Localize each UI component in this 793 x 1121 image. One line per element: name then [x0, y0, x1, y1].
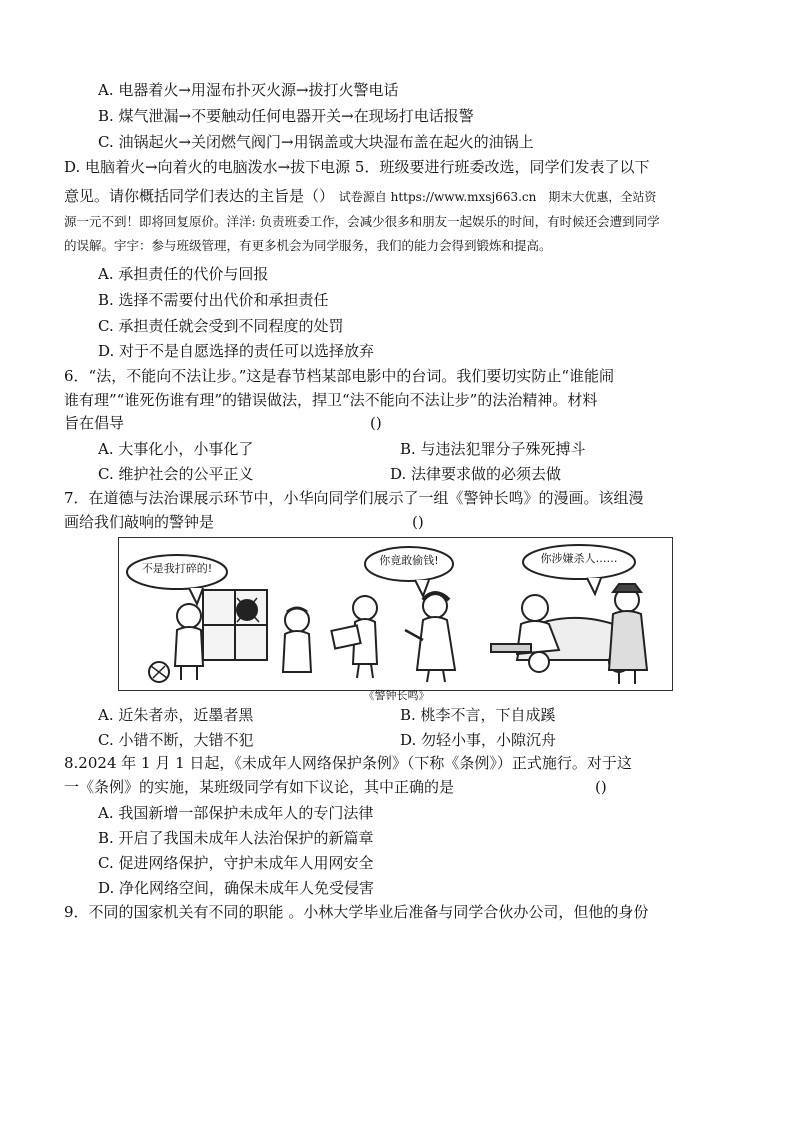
q6-option-b: B. 与违法犯罪分子殊死搏斗: [400, 440, 586, 458]
q9-line1: 9．不同的国家机关有不同的职能 。小林大学毕业后准备与同学合伙办公司，但他的身份: [64, 903, 649, 921]
q7-answer-bracket: (): [412, 513, 424, 531]
q6-line1: 6．“法，不能向不法让步。”这是春节档某部电影中的台词。我们要切实防止“谁能闹: [64, 367, 615, 385]
q7-option-c: C. 小错不断，大错不犯: [98, 731, 254, 749]
q8-answer-bracket: (): [595, 778, 607, 796]
q7-line2: [64, 510, 734, 534]
q7-option-d: D. 勿轻小事，小隙沉舟: [400, 731, 557, 749]
q8-option-a: A. 我国新增一部保护未成年人的专门法律: [98, 804, 374, 822]
q5-line1: D. 电脑着火→向着火的电脑泼水→拔下电源 5．班级要进行班委改选，同学们发表了以下: [64, 158, 650, 176]
q6-stem-end: 旨在倡导: [64, 414, 125, 432]
q8-stem-end: 一《条例》的实施，某班级同学有如下议论，其中正确的是: [64, 778, 455, 796]
q4-option-a: A. 电器着火→用湿布扑灭火源→拔打火警电话: [98, 81, 399, 99]
comic-caption: 《警钟长鸣》: [363, 689, 430, 702]
q5-line3: 源一元不到！即将回复原价。洋洋: 负责班委工作，会减少很多和朋友一起娱乐的时间，有时候还会遭到同学: [64, 214, 660, 229]
comic-illustration: [118, 537, 673, 691]
q8-line2: [64, 775, 734, 799]
comic-bubble-text-1: 不是我打碎的!: [141, 562, 213, 575]
q6-option-a: A. 大事化小，小事化了: [98, 440, 254, 458]
q6-options-row1: [98, 437, 734, 461]
q5-line2: [64, 184, 734, 209]
q6-answer-bracket: (): [370, 414, 382, 432]
q8-option-d: D. 净化网络空间，确保未成年人免受侵害: [98, 879, 375, 897]
q5-option-a: A. 承担责任的代价与回报: [98, 265, 269, 283]
q4-option-b: B. 煤气泄漏→不要触动任何电器开关→在现场打电话报警: [98, 107, 474, 125]
q6-line2: 谁有理”“谁死伤谁有理”的错误做法，捍卫“法不能向不法让步”的法治精神。材料: [64, 391, 598, 409]
q5-option-b: B. 选择不需要付出代价和承担责任: [98, 291, 329, 309]
q6-option-d: D. 法律要求做的必须去做: [390, 465, 562, 483]
q5-option-d: D. 对于不是自愿选择的责任可以选择放弃: [98, 342, 375, 360]
q8-option-b: B. 开启了我国未成年人法治保护的新篇章: [98, 829, 374, 847]
q6-options-row2: [98, 462, 734, 486]
q5-line4: 的误解。宇宇：参与班级管理，有更多机会为同学服务，我们的能力会得到锻炼和提高。: [64, 238, 552, 253]
q8-option-c: C. 促进网络保护，守护未成年人用网安全: [98, 854, 374, 872]
q6-line3: [64, 411, 734, 435]
comic-bubble-text-3: 你涉嫌杀人……: [540, 552, 618, 565]
q8-line1: 8.2024 年 1 月 1 日起，《未成年人网络保护条例》（下称《条例》）正式施行。对于这: [64, 754, 632, 772]
q7-option-b: B. 桃李不言，下自成蹊: [400, 706, 556, 724]
q7-stem-end: 画给我们敲响的警钟是: [64, 513, 215, 531]
q5-option-c: C. 承担责任就会受到不同程度的处罚: [98, 317, 344, 335]
q5-stem: 意见。请你概括同学们表达的主旨是（）: [64, 187, 335, 205]
comic-bubble-text-2: 你竟敢偷钱!: [379, 554, 439, 567]
q5-source-note: 试卷源自 https://www.mxsj663.cn 期末大优惠，全站资: [338, 190, 657, 204]
q4-option-c: C. 油锅起火→关闭燃气阀门→用锅盖或大块湿布盖在起火的油锅上: [98, 133, 534, 151]
q7-line1: 7．在道德与法治课展示环节中，小华向同学们展示了一组《警钟长鸣》的漫画。该组漫: [64, 489, 644, 507]
q7-options-row2: [98, 728, 734, 752]
q6-option-c: C. 维护社会的公平正义: [98, 465, 254, 483]
q7-options-row1: [98, 703, 734, 727]
q7-option-a: A. 近朱者赤，近墨者黑: [98, 706, 254, 724]
